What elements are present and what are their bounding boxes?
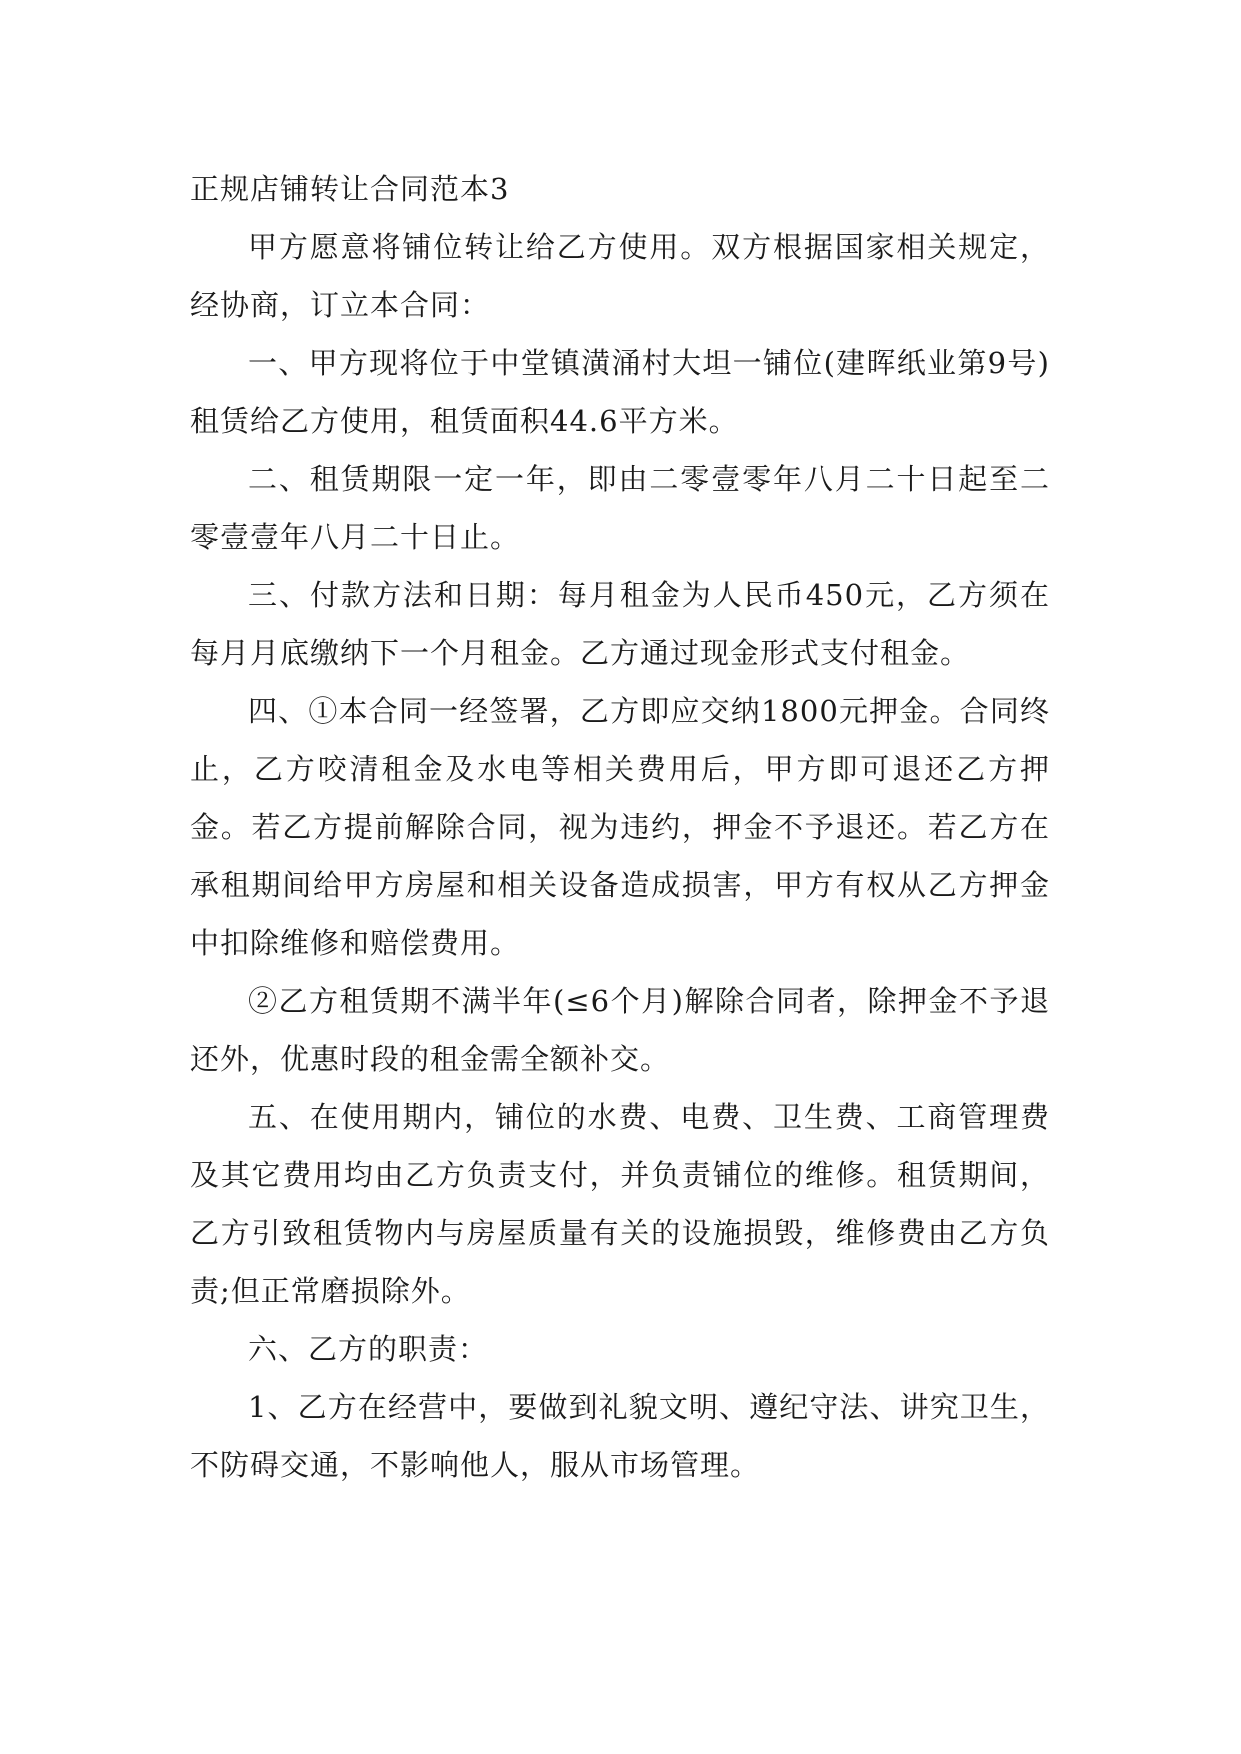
- paragraph-intro: 甲方愿意将铺位转让给乙方使用。双方根据国家相关规定，经协商，订立本合同：: [190, 230, 1050, 322]
- document-title: 正规店铺转让合同范本3: [190, 172, 510, 206]
- paragraph-clause-2: 二、租赁期限一定一年，即由二零壹零年八月二十日起至二零壹壹年八月二十日止。: [190, 462, 1050, 554]
- paragraph-clause-6-item-1: 1、乙方在经营中，要做到礼貌文明、遵纪守法、讲究卫生，不防碍交通，不影响他人，服从市场管理。: [190, 1390, 1050, 1482]
- paragraph-clause-5: 五、在使用期内，铺位的水费、电费、卫生费、工商管理费及其它费用均由乙方负责支付，并负责铺位的维修。租赁期间，乙方引致租赁物内与房屋质量有关的设施损毁，维修费由乙方负责;但正常磨损除外。: [190, 1100, 1050, 1308]
- document-body: [190, 160, 1050, 1494]
- paragraph-clause-6-heading: 六、乙方的职责：: [248, 1332, 489, 1366]
- paragraph-clause-1: 一、甲方现将位于中堂镇潢涌村大坦一铺位(建晖纸业第9号)租赁给乙方使用，租赁面积44.6平方米。: [190, 346, 1050, 438]
- paragraph-clause-4-2: ②乙方租赁期不满半年(≤6个月)解除合同者，除押金不予退还外，优惠时段的租金需全额补交。: [190, 984, 1050, 1076]
- paragraph-clause-3: 三、付款方法和日期：每月租金为人民币450元，乙方须在每月月底缴纳下一个月租金。乙方通过现金形式支付租金。: [190, 578, 1050, 670]
- paragraph-clause-4-1: 四、①本合同一经签署，乙方即应交纳1800元押金。合同终止，乙方咬清租金及水电等相关费用后，甲方即可退还乙方押金。若乙方提前解除合同，视为违约，押金不予退还。若乙方在承租期间给甲方房屋和相关设备造成损害，甲方有权从乙方押金中扣除维修和赔偿费用。: [190, 694, 1050, 960]
